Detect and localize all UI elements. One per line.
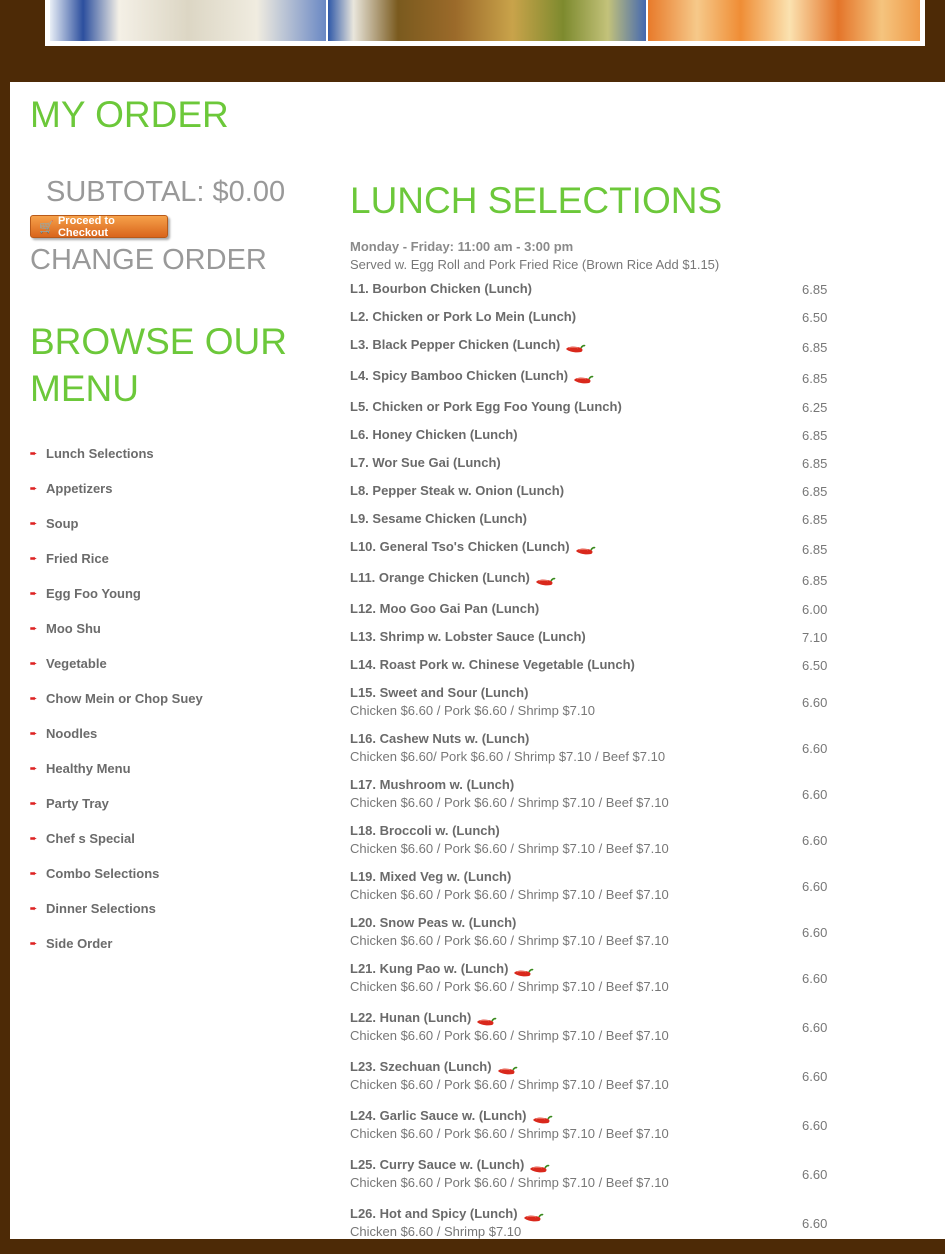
hot-pepper-icon — [496, 1063, 518, 1073]
my-order-heading: MY ORDER — [30, 94, 229, 135]
hot-pepper-icon — [522, 1210, 544, 1220]
arrow-bullet-icon: ➨ — [30, 694, 37, 703]
menu-item-row[interactable] — [350, 398, 830, 426]
arrow-bullet-icon: ➨ — [30, 904, 37, 913]
menu-item-name — [350, 538, 830, 556]
menu-item-row[interactable] — [350, 1156, 830, 1205]
proceed-to-checkout-button[interactable] — [30, 215, 168, 238]
menu-item-price: 6.60 — [802, 740, 828, 756]
main-content-panel — [10, 82, 945, 1239]
menu-item-name-text: L18. Broccoli w. (Lunch) — [350, 823, 500, 838]
menu-item-name — [350, 656, 830, 674]
menu-item-price: 6.60 — [802, 1166, 828, 1182]
menu-item-price: 6.85 — [802, 370, 828, 386]
menu-item-row[interactable] — [350, 914, 830, 960]
menu-item-row[interactable] — [350, 336, 830, 367]
category-link[interactable] — [30, 726, 203, 761]
lunch-hours — [350, 238, 719, 274]
menu-item-price: 6.60 — [802, 786, 828, 802]
menu-item-row[interactable] — [350, 454, 830, 482]
menu-item-price: 6.60 — [802, 832, 828, 848]
menu-item-name — [350, 684, 830, 702]
menu-item-row[interactable] — [350, 510, 830, 538]
arrow-bullet-icon: ➨ — [30, 589, 37, 598]
menu-item-price: 7.10 — [802, 629, 828, 645]
menu-item-name — [350, 569, 830, 587]
menu-item-name-text: L20. Snow Peas w. (Lunch) — [350, 915, 517, 930]
menu-item-name — [350, 367, 830, 385]
menu-item-name-text: L9. Sesame Chicken (Lunch) — [350, 511, 527, 526]
menu-item-name-text: L15. Sweet and Sour (Lunch) — [350, 685, 529, 700]
menu-item-name — [350, 1009, 830, 1027]
menu-item-name-text: L22. Hunan (Lunch) — [350, 1010, 472, 1025]
category-label: Lunch Selections — [46, 446, 154, 461]
menu-item-name — [350, 1205, 830, 1223]
category-label: Dinner Selections — [46, 901, 156, 916]
arrow-bullet-icon: ➨ — [30, 519, 37, 528]
menu-item-name — [350, 336, 830, 354]
menu-item-row[interactable] — [350, 868, 830, 914]
menu-item-price: 6.50 — [802, 309, 828, 325]
menu-item-name-text: L1. Bourbon Chicken (Lunch) — [350, 281, 532, 296]
menu-item-options: Chicken $6.60 / Pork $6.60 / Shrimp $7.10 / Beef $7.10 — [350, 979, 669, 994]
arrow-bullet-icon: ➨ — [30, 764, 37, 773]
menu-item-name-text: L19. Mixed Veg w. (Lunch) — [350, 869, 512, 884]
menu-item-name — [350, 308, 830, 326]
category-link[interactable] — [30, 586, 203, 621]
category-label: Moo Shu — [46, 621, 101, 636]
category-label: Side Order — [46, 936, 113, 951]
menu-item-price: 6.85 — [802, 427, 828, 443]
subtotal-text: SUBTOTAL: $0.00 — [46, 176, 286, 208]
menu-item-price: 6.85 — [802, 511, 828, 527]
banner-food-photo-1 — [50, 0, 326, 41]
page-title: LUNCH SELECTIONS — [350, 180, 723, 221]
menu-item-name-text: L13. Shrimp w. Lobster Sauce (Lunch) — [350, 629, 586, 644]
menu-item-name-text: L16. Cashew Nuts w. (Lunch) — [350, 731, 530, 746]
menu-item-name — [350, 822, 830, 840]
category-link[interactable] — [30, 481, 203, 516]
category-link[interactable] — [30, 516, 203, 551]
category-label: Chow Mein or Chop Suey — [46, 691, 203, 706]
menu-item-name-text: L17. Mushroom w. (Lunch) — [350, 777, 515, 792]
menu-item-name-text: L26. Hot and Spicy (Lunch) — [350, 1206, 518, 1221]
menu-item-row[interactable] — [350, 280, 830, 308]
arrow-bullet-icon: ➨ — [30, 624, 37, 633]
category-label: Egg Foo Young — [46, 586, 141, 601]
menu-item-row[interactable] — [350, 684, 830, 730]
menu-item-price: 6.00 — [802, 601, 828, 617]
menu-item-row[interactable] — [350, 730, 830, 776]
arrow-bullet-icon: ➨ — [30, 659, 37, 668]
menu-item-name-text: L25. Curry Sauce w. (Lunch) — [350, 1157, 525, 1172]
category-label: Vegetable — [46, 656, 107, 671]
menu-item-options: Chicken $6.60 / Pork $6.60 / Shrimp $7.10 / Beef $7.10 — [350, 887, 669, 902]
menu-item-name — [350, 914, 830, 932]
menu-item-row[interactable] — [350, 367, 830, 398]
menu-item-price: 6.85 — [802, 483, 828, 499]
checkout-button-label: Proceed to Checkout — [57, 214, 115, 239]
browse-menu-heading: BROWSE OUR MENU — [30, 321, 287, 409]
category-link[interactable] — [30, 691, 203, 726]
menu-item-row[interactable] — [350, 1205, 830, 1254]
menu-item-price: 6.60 — [802, 1117, 828, 1133]
menu-item-name — [350, 776, 830, 794]
menu-item-name-text: L3. Black Pepper Chicken (Lunch) — [350, 337, 561, 352]
menu-item-options: Chicken $6.60 / Pork $6.60 / Shrimp $7.10 / Beef $7.10 — [350, 1175, 669, 1190]
menu-item-name — [350, 730, 830, 748]
menu-item-options: Chicken $6.60/ Pork $6.60 / Shrimp $7.10 / Beef $7.10 — [350, 749, 666, 764]
menu-item-row[interactable] — [350, 482, 830, 510]
category-label: Appetizers — [46, 481, 113, 496]
menu-item-name — [350, 1107, 830, 1125]
category-link[interactable] — [30, 656, 203, 691]
menu-item-price: 6.85 — [802, 339, 828, 355]
header-banner — [45, 0, 925, 46]
menu-item-row[interactable] — [350, 308, 830, 336]
menu-item-price: 6.60 — [802, 1068, 828, 1084]
menu-item-price: 6.60 — [802, 970, 828, 986]
arrow-bullet-icon: ➨ — [30, 799, 37, 808]
menu-item-name-text: L10. General Tso's Chicken (Lunch) — [350, 539, 570, 554]
menu-item-name — [350, 482, 830, 500]
menu-item-list — [350, 280, 830, 1254]
arrow-bullet-icon: ➨ — [30, 834, 37, 843]
menu-item-row[interactable] — [350, 1009, 830, 1058]
menu-item-options: Chicken $6.60 / Pork $6.60 / Shrimp $7.10 / Beef $7.10 — [350, 1077, 669, 1092]
category-label: Party Tray — [46, 796, 109, 811]
menu-item-price: 6.85 — [802, 455, 828, 471]
category-link[interactable] — [30, 796, 203, 831]
menu-item-name — [350, 628, 830, 646]
category-link[interactable] — [30, 621, 203, 656]
category-label: Noodles — [46, 726, 98, 741]
menu-item-options: Chicken $6.60 / Pork $6.60 / Shrimp $7.10 / Beef $7.10 — [350, 841, 669, 856]
menu-item-name-text: L12. Moo Goo Gai Pan (Lunch) — [350, 601, 540, 616]
menu-item-options: Chicken $6.60 / Pork $6.60 / Shrimp $7.10 — [350, 703, 595, 718]
menu-item-row[interactable] — [350, 1107, 830, 1156]
served-with-note: Served w. Egg Roll and Pork Fried Rice (Brown Rice Add $1.15) — [350, 257, 720, 272]
category-label: Combo Selections — [46, 866, 160, 881]
menu-item-row[interactable] — [350, 960, 830, 1009]
menu-item-row[interactable] — [350, 628, 830, 656]
category-label: Fried Rice — [46, 551, 109, 566]
arrow-bullet-icon: ➨ — [30, 869, 37, 878]
category-link[interactable] — [30, 551, 203, 586]
hot-pepper-icon — [531, 1112, 553, 1122]
menu-item-name — [350, 280, 830, 298]
menu-item-name — [350, 1156, 830, 1174]
menu-item-name-text: L8. Pepper Steak w. Onion (Lunch) — [350, 483, 565, 498]
menu-item-name — [350, 868, 830, 886]
menu-item-price: 6.85 — [802, 541, 828, 557]
menu-item-row[interactable] — [350, 569, 830, 600]
menu-item-price: 6.25 — [802, 399, 828, 415]
menu-item-row[interactable] — [350, 600, 830, 628]
menu-item-row[interactable] — [350, 822, 830, 868]
menu-item-price: 6.50 — [802, 657, 828, 673]
menu-item-name — [350, 510, 830, 528]
menu-item-name-text: L2. Chicken or Pork Lo Mein (Lunch) — [350, 309, 577, 324]
menu-item-name-text: L11. Orange Chicken (Lunch) — [350, 570, 530, 585]
menu-item-price: 6.60 — [802, 1215, 828, 1231]
menu-item-price: 6.60 — [802, 694, 828, 710]
arrow-bullet-icon: ➨ — [30, 449, 37, 458]
menu-item-row[interactable] — [350, 776, 830, 822]
category-label: Soup — [46, 516, 79, 531]
menu-item-options: Chicken $6.60 / Pork $6.60 / Shrimp $7.10 / Beef $7.10 — [350, 795, 669, 810]
menu-item-options: Chicken $6.60 / Pork $6.60 / Shrimp $7.10 / Beef $7.10 — [350, 933, 669, 948]
hot-pepper-icon — [534, 574, 556, 584]
menu-item-row[interactable] — [350, 656, 830, 684]
shopping-cart-icon: 🛒 — [39, 219, 54, 234]
category-link[interactable] — [30, 901, 203, 936]
change-order-link[interactable]: CHANGE ORDER — [30, 244, 267, 276]
category-label: Healthy Menu — [46, 761, 131, 776]
menu-item-name — [350, 398, 830, 416]
category-link[interactable] — [30, 831, 203, 866]
menu-item-name — [350, 960, 830, 978]
hours-text: Monday - Friday: 11:00 am - 3:00 pm — [350, 239, 574, 254]
menu-item-name — [350, 454, 830, 472]
menu-item-row[interactable] — [350, 538, 830, 569]
category-menu — [30, 446, 203, 971]
menu-item-name-text: L24. Garlic Sauce w. (Lunch) — [350, 1108, 527, 1123]
arrow-bullet-icon: ➨ — [30, 554, 37, 563]
hot-pepper-icon — [564, 341, 586, 351]
hot-pepper-icon — [512, 965, 534, 975]
menu-item-options: Chicken $6.60 / Pork $6.60 / Shrimp $7.10 / Beef $7.10 — [350, 1028, 669, 1043]
menu-item-price: 6.60 — [802, 1019, 828, 1035]
arrow-bullet-icon: ➨ — [30, 939, 37, 948]
hot-pepper-icon — [475, 1014, 497, 1024]
menu-item-name-text: L5. Chicken or Pork Egg Foo Young (Lunch) — [350, 399, 622, 414]
menu-item-price: 6.85 — [802, 281, 828, 297]
menu-item-name-text: L14. Roast Pork w. Chinese Vegetable (Lunch) — [350, 657, 635, 672]
banner-food-photo-3 — [648, 0, 920, 41]
menu-item-row[interactable] — [350, 426, 830, 454]
arrow-bullet-icon: ➨ — [30, 484, 37, 493]
menu-item-name — [350, 1058, 830, 1076]
menu-item-options: Chicken $6.60 / Pork $6.60 / Shrimp $7.10 / Beef $7.10 — [350, 1126, 669, 1141]
category-link[interactable] — [30, 866, 203, 901]
category-link[interactable] — [30, 446, 203, 481]
menu-item-price: 6.60 — [802, 878, 828, 894]
category-link[interactable] — [30, 761, 203, 796]
menu-item-name-text: L21. Kung Pao w. (Lunch) — [350, 961, 509, 976]
menu-item-price: 6.85 — [802, 572, 828, 588]
menu-item-name-text: L7. Wor Sue Gai (Lunch) — [350, 455, 501, 470]
menu-item-name-text: L6. Honey Chicken (Lunch) — [350, 427, 518, 442]
category-link[interactable] — [30, 936, 203, 971]
menu-item-name-text: L4. Spicy Bamboo Chicken (Lunch) — [350, 368, 569, 383]
banner-food-photo-2 — [328, 0, 646, 41]
menu-item-name — [350, 600, 830, 618]
menu-item-price: 6.60 — [802, 924, 828, 940]
menu-item-row[interactable] — [350, 1058, 830, 1107]
menu-item-options: Chicken $6.60 / Shrimp $7.10 — [350, 1224, 522, 1239]
hot-pepper-icon — [572, 372, 594, 382]
menu-item-name — [350, 426, 830, 444]
hot-pepper-icon — [574, 543, 596, 553]
category-label: Chef s Special — [46, 831, 135, 846]
hot-pepper-icon — [528, 1161, 550, 1171]
menu-item-name-text: L23. Szechuan (Lunch) — [350, 1059, 492, 1074]
arrow-bullet-icon: ➨ — [30, 729, 37, 738]
